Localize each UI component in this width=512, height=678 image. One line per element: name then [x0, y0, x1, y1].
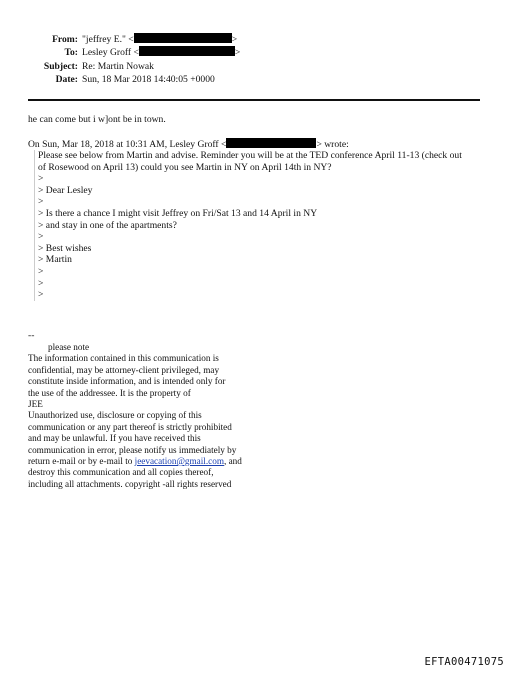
email-link[interactable]: jeevacation@gmail.com [134, 456, 224, 467]
from-label: From: [52, 34, 78, 45]
attribution-prefix: On Sun, Mar 18, 2018 at 10:31 AM, Lesley Groff < [28, 139, 227, 150]
redaction-bar [134, 33, 232, 43]
quoted-line: > Martin [38, 254, 72, 266]
quoted-line: > Dear Lesley [38, 184, 93, 196]
quoted-line: > Best wishes [38, 242, 92, 254]
email-line-prefix: return e-mail or by e-mail to [28, 456, 135, 467]
header-divider [28, 99, 480, 101]
confidentiality-footer [28, 342, 328, 490]
quoted-line: > Is there a chance I might visit Jeffrey on Fri/Sat 13 and 14 April in NY [38, 207, 318, 219]
footer-line: destroy this communication and all copies thereof, [28, 467, 214, 478]
from-value: "jeffrey E." < [82, 34, 134, 45]
quoted-message [34, 150, 494, 301]
email-line-suffix: , and [223, 456, 242, 467]
reply-text: he can come but i w]ont be in town. [28, 114, 166, 125]
date-value: Sun, 18 Mar 2018 14:40:05 +0000 [82, 74, 215, 86]
redaction-bar [226, 138, 316, 148]
from-close: > [231, 34, 238, 45]
footer-line: including all attachments. copyright -all rights reserved [28, 478, 232, 489]
quoted-line: Please see below from Martin and advise. Reminder you will be at the TED conference April 11-13 (check out [38, 150, 462, 161]
footer-line: communication or any part thereof is strictly prohibited [28, 421, 232, 432]
footer-line: and may be unlawful. If you have received this [28, 433, 201, 444]
from-row [20, 33, 490, 46]
date-label: Date: [55, 74, 78, 86]
quoted-line: > [38, 277, 44, 289]
footer-email-line [28, 456, 328, 467]
quoted-line: > [38, 196, 44, 208]
subject-row [20, 60, 490, 73]
quoted-line: > [38, 173, 44, 185]
footer-note: please note [48, 342, 90, 352]
to-value: Lesley Groff < [82, 47, 139, 59]
quoted-line: > and stay in one of the apartments? [38, 219, 177, 231]
to-close: > [234, 47, 241, 59]
subject-value: Re: Martin Nowak [82, 60, 154, 72]
footer-line: The information contained in this communication is [28, 353, 219, 364]
redaction-bar [139, 46, 235, 56]
footer-line: JEE [28, 399, 43, 410]
footer-line: constitute inside information, and is intended only for [28, 376, 226, 387]
footer-line: Unauthorized use, disclosure or copying of this [28, 410, 202, 421]
footer-line: communication in error, please notify us immediately by [28, 444, 237, 455]
date-row [20, 73, 490, 86]
footer-line: the use of the addressee. It is the property of [28, 387, 191, 398]
document-id-stamp: EFTA00471075 [424, 656, 504, 668]
to-row [20, 46, 490, 59]
email-header [20, 33, 490, 87]
signature-separator: -- [28, 330, 35, 341]
quote-attribution [28, 138, 488, 151]
quoted-line: > [38, 289, 44, 301]
attribution-suffix: > wrote: [316, 139, 349, 150]
quoted-line: > [38, 265, 44, 277]
footer-line: confidential, may be attorney-client privileged, may [28, 364, 220, 375]
to-label: To: [64, 47, 78, 59]
quoted-line: of Rosewood on April 13) could you see Martin in NY on April 14th in NY? [38, 161, 332, 173]
quoted-line: > [38, 231, 44, 243]
subject-label: Subject: [43, 60, 78, 72]
